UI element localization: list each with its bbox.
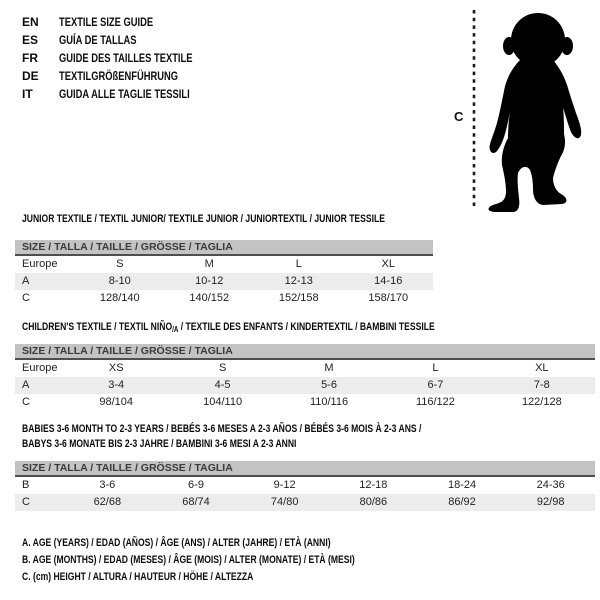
size-cell: 10-12 xyxy=(195,275,224,287)
language-code: FR xyxy=(22,51,38,65)
language-code: EN xyxy=(22,15,39,29)
row-label: A xyxy=(22,275,30,287)
size-cell: 24-36 xyxy=(536,479,565,491)
size-cell: 86/92 xyxy=(448,496,476,508)
row-label: Europe xyxy=(22,362,58,374)
size-cell: 68/74 xyxy=(182,496,210,508)
footnote-height: C. (cm) HEIGHT / ALTURA / HAUTEUR / HÖHE / ALTEZZA xyxy=(22,571,254,583)
baby-silhouette-figure xyxy=(448,4,598,214)
size-cell: 12-18 xyxy=(359,479,388,491)
size-cell: 7-8 xyxy=(533,379,550,391)
guide-title-es: GUÍA DE TALLAS xyxy=(59,33,137,47)
size-cell: 122/128 xyxy=(521,396,562,408)
size-cell: 80/86 xyxy=(359,496,388,508)
language-code: IT xyxy=(22,87,33,101)
children-size-table xyxy=(15,344,595,411)
row-label: C xyxy=(22,292,30,304)
size-cell: 18-24 xyxy=(447,479,477,491)
footnote-age-years: A. AGE (YEARS) / EDAD (AÑOS) / ÂGE (ANS) / ALTER (JAHRE) / ETÀ (ANNI) xyxy=(22,537,331,549)
baby-silhouette xyxy=(488,13,581,212)
size-cell: XS xyxy=(108,362,124,374)
babies-title-line2: BABYS 3-6 MONATE BIS 2-3 JAHRE / BAMBINI 3-6 MESI A 2-3 ANNI xyxy=(22,438,297,450)
language-code: ES xyxy=(22,33,39,47)
size-cell: XL xyxy=(381,258,395,270)
language-row xyxy=(22,13,230,31)
table-row xyxy=(15,494,595,511)
size-cell: 140/152 xyxy=(189,292,230,304)
guide-title-de: TEXTILGRÖßENFÜHRUNG xyxy=(59,69,179,83)
row-label: C xyxy=(22,396,30,408)
table-row xyxy=(15,290,433,307)
size-cell: 8-10 xyxy=(108,275,131,287)
size-cell: 6-9 xyxy=(188,479,204,491)
table-row xyxy=(15,377,595,394)
guide-title-it: GUIDA ALLE TAGLIE TESSILI xyxy=(59,87,190,101)
size-cell: 98/104 xyxy=(99,396,134,408)
size-header-row: SIZE / TALLA / TAILLE / GRÖSSE / TAGLIA xyxy=(15,461,595,477)
size-cell: 9-12 xyxy=(273,479,296,491)
children-title-subscript: /A xyxy=(172,325,179,334)
size-cell: 3-4 xyxy=(108,379,125,391)
language-row xyxy=(22,67,230,85)
row-label: B xyxy=(22,479,30,491)
language-code: DE xyxy=(22,69,39,83)
size-cell: 128/140 xyxy=(99,292,140,304)
footnote-age-months: B. AGE (MONTHS) / EDAD (MESES) / ÂGE (MOIS) / ALTER (MONATE) / ETÀ (MESI) xyxy=(22,554,355,566)
footnote-legend xyxy=(22,535,449,586)
size-cell: L xyxy=(295,258,302,270)
row-label: C xyxy=(22,496,30,508)
table-row xyxy=(15,394,595,411)
table-row xyxy=(15,477,595,494)
language-title-list xyxy=(22,13,230,103)
junior-table-title: JUNIOR TEXTILE / TEXTIL JUNIOR/ TEXTILE JUNIOR / JUNIORTEXTIL / JUNIOR TESSILE xyxy=(22,213,385,225)
size-cell: 12-13 xyxy=(284,275,313,287)
children-table-title xyxy=(22,320,435,337)
size-cell: 3-6 xyxy=(99,479,116,491)
height-measure-label: C xyxy=(454,109,464,124)
size-cell: 152/158 xyxy=(278,292,319,304)
size-header-row: SIZE / TALLA / TAILLE / GRÖSSE / TAGLIA xyxy=(15,344,595,360)
table-row xyxy=(15,256,433,273)
size-cell: M xyxy=(324,362,334,374)
size-cell: 6-7 xyxy=(427,379,444,391)
babies-size-table xyxy=(15,461,595,511)
children-title-prefix: CHILDREN'S TEXTILE / TEXTIL NIÑO xyxy=(22,321,173,333)
size-cell: M xyxy=(204,258,214,270)
table-row xyxy=(15,360,595,377)
size-cell: 110/116 xyxy=(309,396,349,408)
babies-title-line1: BABIES 3-6 MONTH TO 2-3 YEARS / BEBÉS 3-6 MESES A 2-3 AÑOS / BÉBÉS 3-6 MOIS À 2-3 ANS / xyxy=(22,423,422,435)
size-cell: 92/98 xyxy=(536,496,565,508)
size-cell: S xyxy=(218,362,227,374)
language-row xyxy=(22,49,230,67)
size-cell: 158/170 xyxy=(368,292,409,304)
size-cell: 62/68 xyxy=(93,496,122,508)
size-cell: 14-16 xyxy=(374,275,403,287)
size-cell: XL xyxy=(535,362,549,374)
language-row xyxy=(22,85,230,103)
babies-table-title xyxy=(22,422,421,452)
guide-title-fr: GUIDE DES TAILLES TEXTILE xyxy=(59,51,193,65)
guide-title-en: TEXTILE SIZE GUIDE xyxy=(59,15,154,29)
size-cell: 74/80 xyxy=(270,496,299,508)
language-row xyxy=(22,31,230,49)
children-title-suffix: / TEXTILE DES ENFANTS / KINDERTEXTIL / BAMBINI TESSILE xyxy=(178,321,435,333)
junior-size-table xyxy=(15,240,433,307)
size-cell: L xyxy=(432,362,439,374)
size-cell: 5-6 xyxy=(321,379,337,391)
size-cell: 4-5 xyxy=(214,379,231,391)
row-label: A xyxy=(22,379,30,391)
size-cell: S xyxy=(116,258,124,270)
table-row xyxy=(15,273,433,290)
size-header-row: SIZE / TALLA / TAILLE / GRÖSSE / TAGLIA xyxy=(15,240,433,256)
size-cell: 104/110 xyxy=(203,396,243,408)
size-cell: 116/122 xyxy=(415,396,455,408)
row-label: Europe xyxy=(22,258,58,270)
